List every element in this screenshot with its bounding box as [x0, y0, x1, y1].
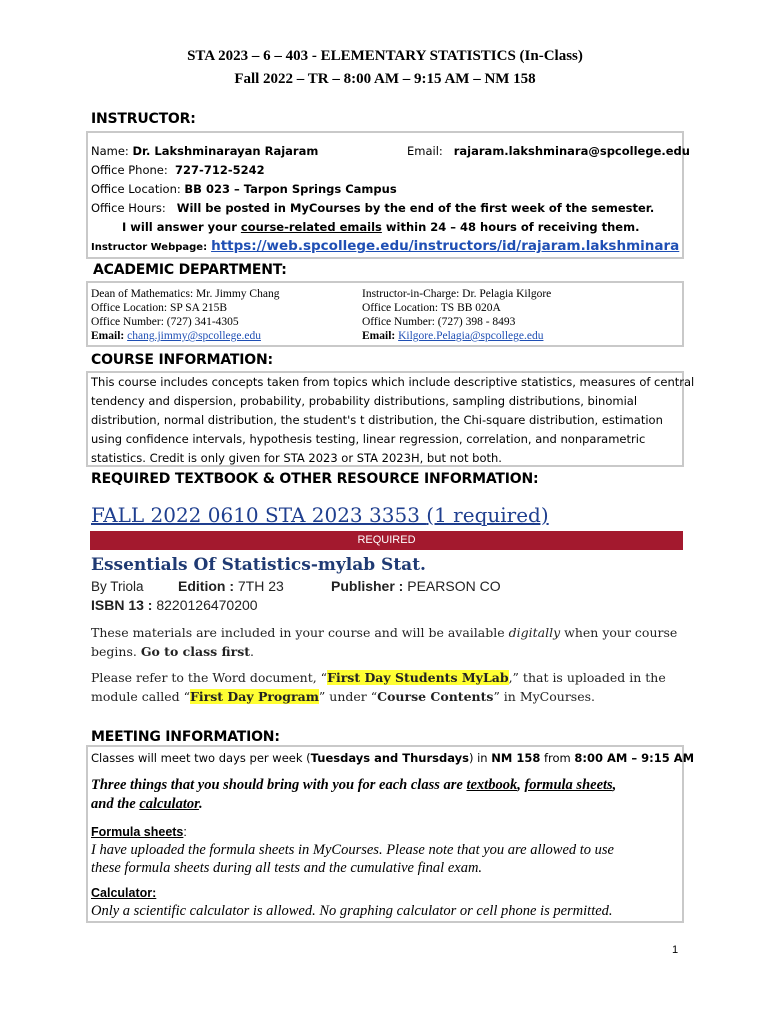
book-isbn: 8220126470200 [156, 597, 258, 613]
book-publisher-row [331, 578, 501, 594]
office-hours-row [91, 201, 654, 215]
three-textbook: textbook [466, 777, 518, 793]
office-phone-row [91, 163, 265, 177]
materials-1b: digitally [508, 625, 561, 640]
hours-label: Office Hours: [91, 201, 166, 215]
instructor-name-row [91, 144, 318, 158]
charge-email-row [362, 330, 543, 342]
meet-1a: Classes will meet two days per week ( [91, 751, 311, 765]
calculator-text: Only a scientific calculator is allowed. No graphing calculator or cell phone is permitted. [91, 903, 613, 919]
instructor-webpage-link[interactable]: https://web.spcollege.edu/instructors/id/rajaram.lakshminara [211, 238, 680, 254]
refer-1b: First Day Students MyLab [327, 670, 509, 685]
instructor-name: Dr. Lakshminarayan Rajaram [132, 144, 319, 158]
meeting-heading: MEETING INFORMATION: [91, 729, 280, 745]
refer-2d: Course Contents [377, 689, 494, 704]
formula-line-1: I have uploaded the formula sheets in MyCourses. Please note that you are allowed to use [91, 842, 614, 858]
materials-1c: when your course [560, 625, 678, 640]
instructor-heading: INSTRUCTOR: [91, 111, 196, 127]
dean-email-row [91, 330, 261, 342]
course-desc-line-1: This course includes concepts taken from topics which include descriptive statistics, measures of central [91, 375, 695, 389]
department-heading: ACADEMIC DEPARTMENT: [93, 262, 287, 278]
refer-1c: ,” that is uploaded in the [508, 670, 666, 685]
charge-office-location: Office Location: TS BB 020A [362, 302, 501, 314]
edition-label: Edition : [178, 578, 238, 594]
section-suffix: (1 required) [426, 503, 549, 527]
materials-2c: . [250, 644, 254, 659]
course-schedule: Fall 2022 – TR – 8:00 AM – 9:15 AM – NM 158 [234, 71, 536, 87]
webpage-label: Instructor Webpage: [91, 242, 208, 253]
meet-days: Tuesdays and Thursdays [310, 751, 469, 765]
book-title: Essentials Of Statistics-mylab Stat. [91, 555, 426, 575]
email-response-note [122, 220, 639, 234]
page-number: 1 [672, 944, 679, 956]
answer-pre: I will answer your [122, 220, 241, 234]
instructor-email[interactable]: rajaram.lakshminara@spcollege.edu [453, 144, 690, 158]
refer-1a: Please refer to the Word document, “ [91, 670, 328, 685]
required-banner: REQUIRED [90, 531, 683, 550]
refer-2e: ” in MyCourses. [493, 689, 595, 704]
charge-email-link[interactable]: Kilgore.Pelagia@spcollege.edu [398, 330, 544, 342]
three-e: , [612, 777, 617, 793]
course-title: STA 2023 – 6 – 403 - ELEMENTARY STATISTICS (In-Class) [187, 48, 583, 64]
book-edition: 7TH 23 [237, 578, 284, 594]
materials-line-2 [91, 644, 254, 659]
location-label: Office Location: [91, 182, 181, 196]
course-desc-line-5: statistics. Credit is only given for STA 2023 or STA 2023H, but not both. [91, 451, 502, 465]
course-desc-line-4: using confidence intervals, hypothesis testing, linear regression, correlation, and nonparametric [91, 432, 646, 446]
refer-2a: module called “ [91, 689, 191, 704]
book-edition-row [178, 578, 284, 594]
three-c: , [517, 777, 525, 793]
office-location-row [91, 182, 397, 196]
office-hours: Will be posted in MyCourses by the end of the first week of the semester. [176, 201, 655, 215]
meet-time: 8:00 AM – 9:15 AM [574, 751, 695, 765]
three-a: Three things that you should bring with you for each class are [91, 777, 467, 793]
meeting-schedule-line [91, 751, 694, 765]
refer-line-1 [91, 670, 666, 685]
book-meta-row [91, 579, 144, 594]
answer-post: within 24 – 48 hours of receiving them. [381, 220, 640, 234]
charge-email-label: Email: [362, 330, 396, 342]
materials-line-1 [91, 625, 677, 640]
materials-2b: Go to class first [140, 644, 251, 659]
dean-email-label: Email: [91, 330, 125, 342]
calculator-label-row [91, 886, 156, 900]
phone-label: Office Phone: [91, 163, 168, 177]
office-location: BB 023 – Tarpon Springs Campus [184, 182, 397, 196]
instructor-webpage-row [91, 237, 679, 255]
charge-office-number: Office Number: (727) 398 - 8493 [362, 316, 516, 328]
course-desc-line-2: tendency and dispersion, probability, probability distributions, sampling distributions, binomial [91, 394, 638, 408]
formula-label: Formula sheets [91, 825, 184, 839]
textbook-section-title[interactable] [91, 503, 549, 527]
course-info-heading: COURSE INFORMATION: [91, 352, 273, 368]
meet-1e: from [540, 751, 575, 765]
isbn-label: ISBN 13 : [91, 597, 157, 613]
formula-line-2: these formula sheets during all tests and the cumulative final exam. [91, 860, 483, 876]
dean-name: Dean of Mathematics: Mr. Jimmy Chang [91, 288, 280, 300]
refer-2c: ” under “ [318, 689, 378, 704]
name-label: Name: [91, 144, 129, 158]
dean-office-location: Office Location: SP SA 215B [91, 302, 228, 314]
three-formula: formula sheets [524, 777, 613, 793]
meet-1c: ) in [468, 751, 492, 765]
three-calculator: calculator [139, 796, 199, 812]
three-things-line-2 [91, 796, 203, 813]
refer-line-2 [91, 689, 595, 704]
three-h: . [198, 796, 203, 812]
book-publisher: PEARSON CO [407, 578, 501, 594]
section-title-link[interactable]: FALL 2022 0610 STA 2023 3353 [91, 503, 427, 527]
formula-label-row [91, 825, 187, 839]
course-desc-line-3: distribution, normal distribution, the student's t distribution, the Chi-square distribution, estimation [91, 413, 663, 427]
charge-name: Instructor-in-Charge: Dr. Pelagia Kilgore [362, 288, 552, 300]
book-author: By Triola [91, 579, 144, 594]
materials-2a: begins. [91, 644, 141, 659]
textbook-heading: REQUIRED TEXTBOOK & OTHER RESOURCE INFORMATION: [91, 471, 539, 487]
calculator-label: Calculator: [91, 886, 157, 900]
formula-colon: : [183, 825, 187, 839]
materials-1a: These materials are included in your course and will be available [91, 625, 509, 640]
refer-2b: First Day Program [190, 689, 319, 704]
book-isbn-row [91, 597, 258, 613]
answer-link: course-related emails [240, 220, 382, 234]
publisher-label: Publisher : [331, 578, 408, 594]
meet-room: NM 158 [491, 751, 541, 765]
email-label: Email: [407, 144, 443, 158]
office-phone: 727-712-5242 [175, 163, 265, 177]
dean-email-link[interactable]: chang.jimmy@spcollege.edu [127, 330, 261, 342]
three-f: and the [91, 796, 140, 812]
instructor-email-row [407, 144, 690, 158]
three-things-line-1 [91, 777, 616, 794]
dean-office-number: Office Number: (727) 341-4305 [91, 316, 239, 328]
